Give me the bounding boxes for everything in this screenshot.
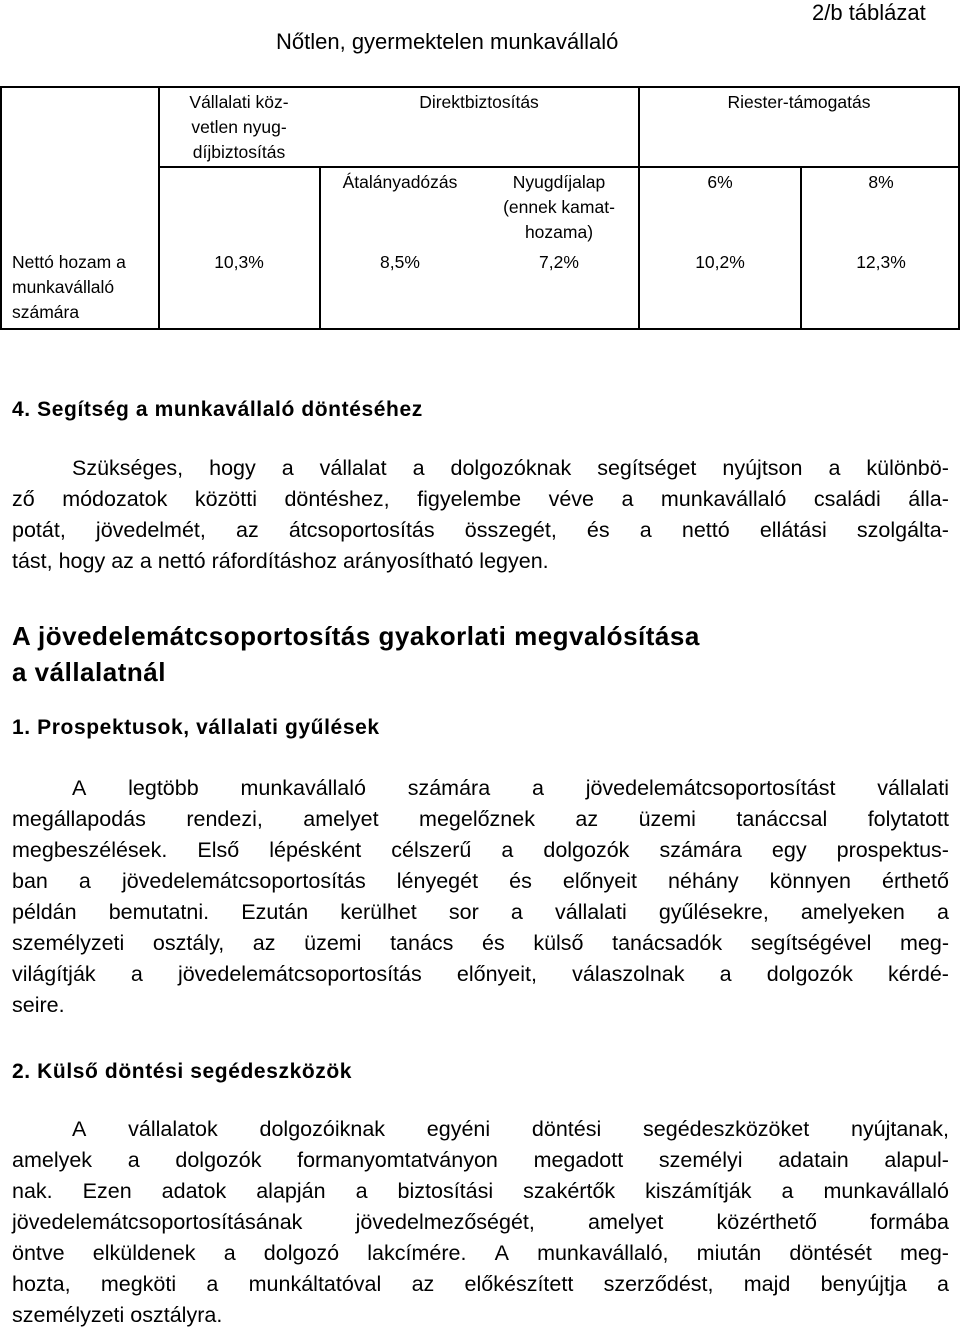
section-1-heading: 1. Prospektusok, vállalati gyűlések bbox=[12, 716, 380, 739]
section-1-paragraph bbox=[12, 773, 949, 1021]
table-title: Nőtlen, gyermektelen munkavállaló bbox=[276, 29, 619, 54]
paragraph-line: világítják a jövedelemátcsoportosítás előnyeit, válaszolnak a dolgozók kérdé- bbox=[12, 962, 949, 986]
section-2-heading: 2. Külső döntési segédeszközök bbox=[12, 1060, 353, 1083]
section-4-heading: 4. Segítség a munkavállaló döntéséhez bbox=[12, 398, 423, 421]
paragraph-line: A legtöbb munkavállaló számára a jövedelemátcsoportosítást vállalati bbox=[72, 776, 949, 800]
paragraph-line: személyzeti osztály, az üzemi tanács és külső tanácsadók segítségével meg- bbox=[12, 931, 949, 955]
paragraph-line: Szükséges, hogy a vállalat a dolgozóknak segítséget nyújtson a különbö- bbox=[72, 456, 949, 480]
subheader-6pct: 6% bbox=[707, 172, 733, 192]
value-6pct: 10,2% bbox=[695, 252, 745, 272]
paragraph-line: megbeszélések. Első lépésként célszerű a dolgozók számára egy prospektus- bbox=[12, 838, 949, 862]
paragraph-line: amelyek a dolgozók formanyomtatványon megadott személyi adatain alapul- bbox=[12, 1148, 949, 1172]
section-4-paragraph bbox=[12, 453, 949, 577]
table-border-bottom bbox=[0, 328, 960, 330]
value-atalanyadozas: 8,5% bbox=[380, 252, 420, 272]
paragraph-line: ző módozatok közötti döntéshez, figyelembe véve a munkavállaló családi álla- bbox=[12, 487, 949, 511]
value-8pct: 12,3% bbox=[856, 252, 906, 272]
paragraph-line: tást, hogy az a nettó ráfordításhoz arányosítható legyen. bbox=[12, 549, 549, 573]
paragraph-line: hozta, megköti a munkáltatóval az előkészített szerződést, majd benyújtja a bbox=[12, 1272, 949, 1296]
paragraph-line: példán bemutatni. Ezután kerülhet sor a vállalati gyűlésekre, amelyeken a bbox=[12, 900, 949, 924]
row-label-netto-hozam: Nettó hozam a munkavállaló számára bbox=[12, 252, 126, 322]
table-divider-riester bbox=[638, 86, 640, 330]
paragraph-line: öntve elküldenek a dolgozó lakcímére. A munkavállaló, miután döntését meg- bbox=[12, 1241, 949, 1265]
paragraph-line: A vállalatok dolgozóiknak egyéni döntési segédeszközöket nyújtanak, bbox=[72, 1117, 949, 1141]
paragraph-line: jövedelemátcsoportosításának jövedelmezőségét, amelyet közérthető formába bbox=[12, 1210, 949, 1234]
col-header-vallalati: Vállalati köz- vetlen nyug- díjbiztosítás bbox=[189, 92, 289, 162]
table-border-left bbox=[0, 86, 2, 330]
paragraph-line: seire. bbox=[12, 993, 65, 1017]
comparison-table bbox=[0, 86, 960, 330]
col-header-direktbiztositas: Direktbiztosítás bbox=[419, 92, 539, 112]
value-vallalati: 10,3% bbox=[214, 252, 264, 272]
paragraph-line: megállapodás rendezi, amelyet megelőznek az üzemi tanáccsal folytatott bbox=[12, 807, 949, 831]
subheader-8pct: 8% bbox=[868, 172, 894, 192]
paragraph-line: ban a jövedelemátcsoportosítás lényegét és előnyeit néhány könnyen érthető bbox=[12, 869, 949, 893]
col-header-riester: Riester-támogatás bbox=[727, 92, 871, 112]
main-heading: A jövedelemátcsoportosítás gyakorlati megvalósítása a vállalatnál bbox=[12, 621, 700, 687]
table-border-top bbox=[0, 86, 960, 88]
table-label: 2/b táblázat bbox=[812, 0, 926, 25]
section-2-paragraph bbox=[12, 1114, 949, 1331]
paragraph-line: potát, jövedelmét, az átcsoportosítás összegét, és a nettó ellátási szolgálta- bbox=[12, 518, 949, 542]
paragraph-line: nak. Ezen adatok alapján a biztosítási szakértők kiszámítják a munkavállaló bbox=[12, 1179, 949, 1203]
value-nyugdijalap: 7,2% bbox=[539, 252, 579, 272]
subheader-nyugdijalap: Nyugdíjalap (ennek kamat- hozama) bbox=[503, 172, 615, 242]
paragraph-line: személyzeti osztályra. bbox=[12, 1303, 223, 1327]
subheader-atalanyadozas: Átalányadózás bbox=[342, 172, 458, 192]
table-divider-subheader bbox=[158, 166, 960, 168]
